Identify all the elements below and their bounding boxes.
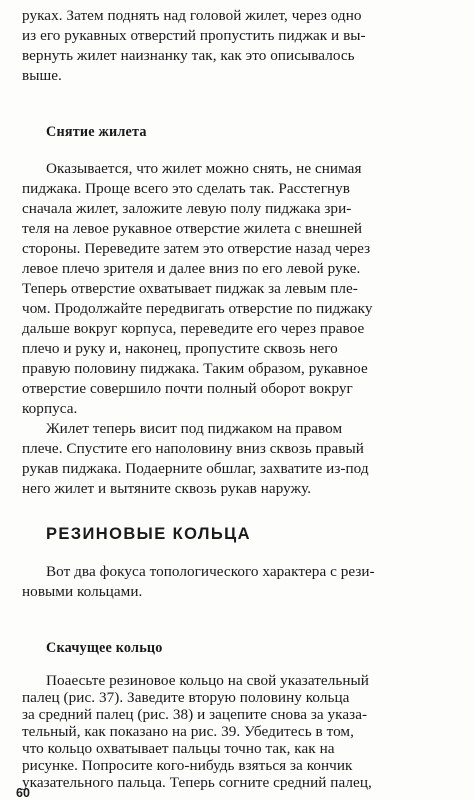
paragraph-line: новыми кольцами. [22, 583, 143, 600]
section-heading-rubber-rings: РЕЗИНОВЫЕ КОЛЬЦА [46, 525, 251, 543]
paragraph-line: тельный, как показано на рис. 39. Убедитесь в том, [22, 723, 354, 740]
intro-line: руках. Затем поднять над головой жилет, через одно [22, 7, 362, 24]
paragraph-line: плечо и руку и, наконец, пропустите сквозь него [22, 340, 338, 357]
intro-line: вернуть жилет наизнанку так, как это описывалось [22, 47, 355, 64]
intro-line: выше. [22, 67, 62, 84]
paragraph-line: дальше вокруг корпуса, переведите его через правое [22, 320, 365, 337]
section-heading-vest-removal: Снятие жилета [46, 124, 147, 140]
page-number: 60 [16, 786, 30, 800]
paragraph-line: него жилет и вытяните сквозь рукав наружу. [22, 480, 312, 497]
paragraph-line: рукав пиджака. Подаерните обшлаг, захватите из-под [22, 460, 369, 477]
paragraph-line: стороны. Переведите затем это отверстие назад через [22, 240, 371, 257]
paragraph-line: корпуса. [22, 400, 78, 417]
paragraph-line: за средний палец (рис. 38) и зацепите снова за указа- [22, 706, 368, 723]
paragraph-line: отверстие совершило почти полный оборот вокруг [22, 380, 353, 397]
paragraph-line: Поаесьте резиновое кольцо на свой указательный [46, 672, 369, 689]
paragraph-line: чом. Продолжайте передвигать отверстие по пиджаку [22, 300, 373, 317]
paragraph-line: Теперь отверстие охватывает пиджак за левым пле- [22, 280, 358, 297]
paragraph-line: что кольцо охватывает пальцы точно так, как на [22, 740, 335, 757]
paragraph-line: Оказывается, что жилет можно снять, не снимая [46, 160, 362, 177]
paragraph-line: указательного пальца. Теперь согните средний палец, [22, 774, 372, 791]
paragraph-line: левое плечо зрителя и далее вниз по его левой руке. [22, 260, 361, 277]
intro-line: из его рукавных отверстий пропустить пиджак и вы- [22, 27, 366, 44]
paragraph-line: сначала жилет, заложите левую полу пиджака зри- [22, 200, 352, 217]
paragraph-line: Жилет теперь висит под пиджаком на правом [46, 420, 343, 437]
paragraph-line: правую половину пиджака. Таким образом, рукавное [22, 360, 368, 377]
paragraph-line: палец (рис. 37). Заведите вторую половину кольца [22, 689, 350, 706]
paragraph-line: теля на левое рукавное отверстие жилета с внешней [22, 220, 363, 237]
section-heading-jumping-ring: Скачущее кольцо [46, 640, 163, 656]
paragraph-line: плече. Спустите его наполовину вниз сквозь правый [22, 440, 364, 457]
paragraph-line: пиджака. Проще всего это сделать так. Расстегнув [22, 180, 351, 197]
paragraph-line: рисунке. Попросите кого-нибудь взяться за кончик [22, 757, 353, 774]
paragraph-line: Вот два фокуса топологического характера с рези- [46, 563, 375, 580]
